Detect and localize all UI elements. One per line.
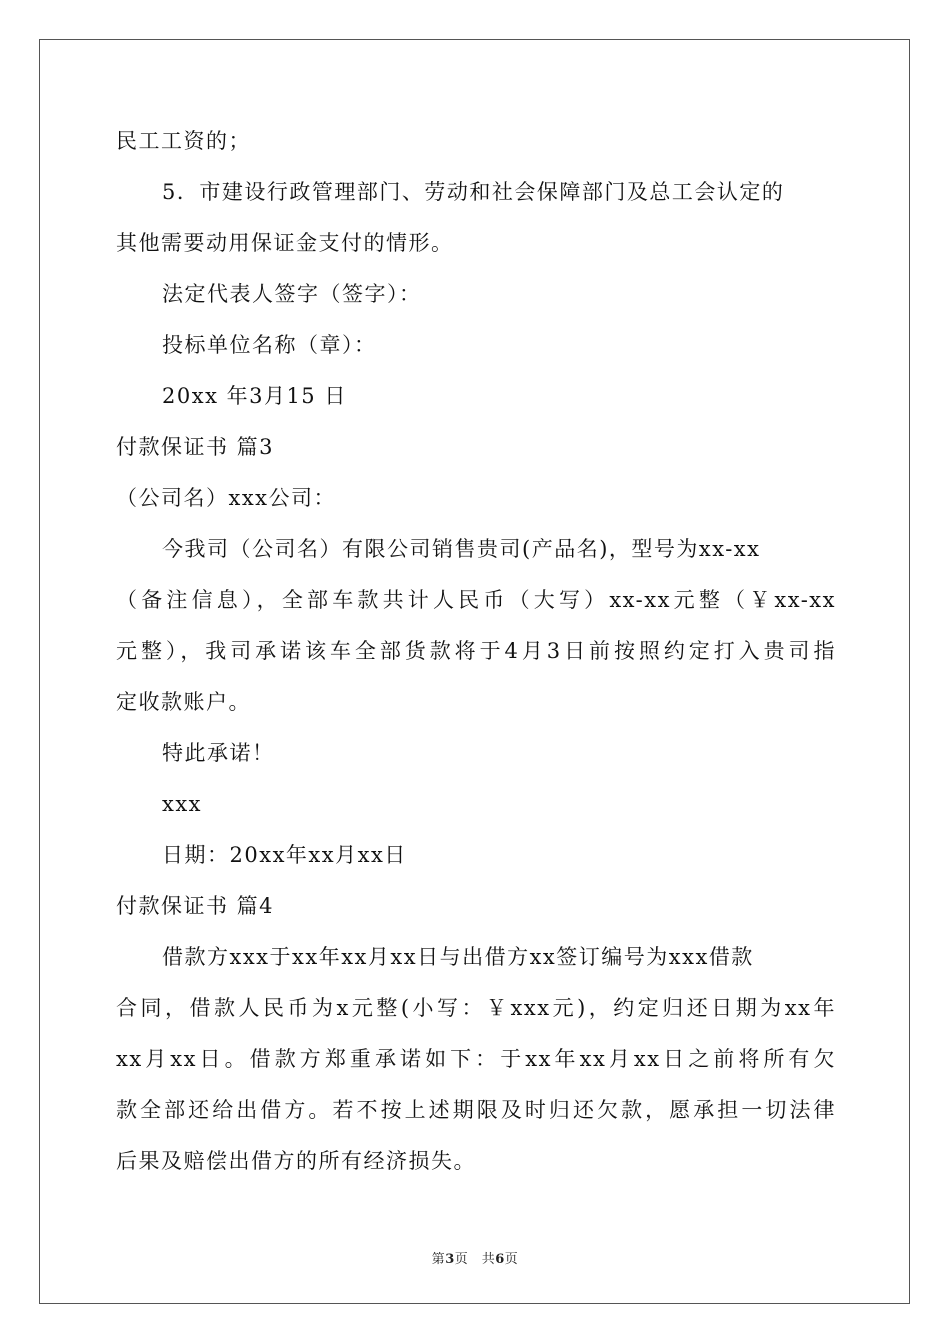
text-line: （备注信息），全部车款共计人民币（大写）xx-xx元整（￥xx-xx: [116, 588, 836, 612]
bidder-name-label: 投标单位名称（章）：: [162, 333, 377, 357]
signature-label: 法定代表人签字（签字）：: [162, 282, 422, 306]
date-line: 20xx 年3月15 日: [162, 384, 347, 408]
footer-mid: 页 共: [454, 1252, 496, 1267]
text-line: 合同，借款人民币为x元整(小写：￥xxx元)，约定归还日期为xx年: [116, 996, 836, 1020]
text-line: 后果及赔偿出借方的所有经济损失。: [116, 1149, 476, 1173]
text-line: 款全部还给出借方。若不按上述期限及时归还欠款，愿承担一切法律: [116, 1098, 836, 1122]
section-heading: 付款保证书 篇3: [116, 435, 275, 459]
signer-name: xxx: [162, 792, 203, 816]
total-page-number: 6: [495, 1252, 505, 1267]
salutation: （公司名）xxx公司：: [116, 486, 337, 510]
text-line: xx月xx日。借款方郑重承诺如下：于xx年xx月xx日之前将所有欠: [116, 1047, 836, 1071]
text-line: 民工工资的；: [116, 129, 251, 153]
text-line: 今我司（公司名）有限公司销售贵司(产品名)，型号为xx-xx: [162, 537, 761, 561]
text-line: 5．市建设行政管理部门、劳动和社会保障部门及总工会认定的: [162, 180, 785, 204]
date-line: 日期：20xx年xx月xx日: [162, 843, 407, 867]
section-heading: 付款保证书 篇4: [116, 894, 275, 918]
page-number-footer: [0, 1248, 950, 1267]
closing-line: 特此承诺！: [162, 741, 275, 765]
text-line: 元整），我司承诺该车全部货款将于4月3日前按照约定打入贵司指: [116, 639, 836, 663]
text-line: 定收款账户。: [116, 690, 251, 714]
footer-suffix: 页: [504, 1252, 519, 1267]
text-line: 借款方xxx于xx年xx月xx日与出借方xx签订编号为xxx借款: [162, 945, 754, 969]
current-page-number: 3: [445, 1252, 455, 1267]
text-line: 其他需要动用保证金支付的情形。: [116, 231, 454, 255]
footer-prefix: 第: [431, 1252, 446, 1267]
